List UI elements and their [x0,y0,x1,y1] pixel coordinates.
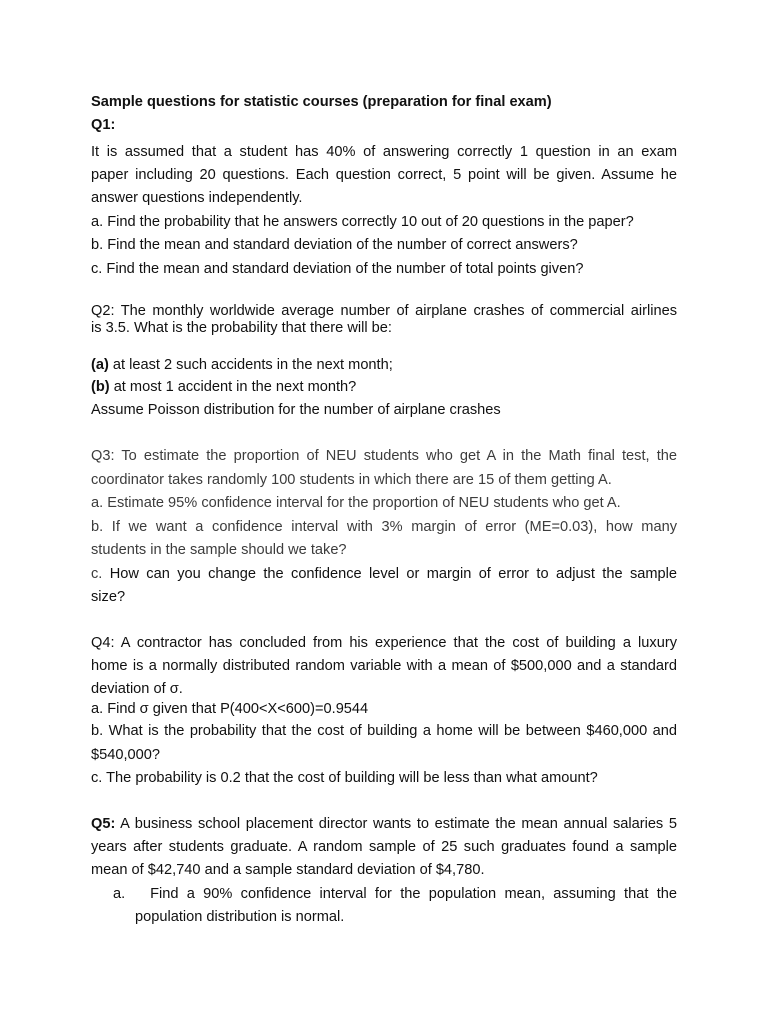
q4-intro-line: home is a normally distributed random variable with a mean of $500,000 and a standard [91,658,677,674]
q1-intro-line: answer questions independently. [91,190,303,206]
q2-item-a-text: at least 2 such accidents in the next month; [108,357,393,373]
q4-item-c: c. The probability is 0.2 that the cost of building will be less than what amount? [91,770,598,786]
q5-item-a-text: Find a 90% confidence interval for the population mean, assuming that the [150,886,677,902]
q5-intro-line: mean of $42,740 and a sample standard deviation of $4,780. [91,862,485,878]
q3-intro-line: Q3: To estimate the proportion of NEU students who get A in the Math final test, the [91,448,677,464]
q2-item-a-label: (a) [91,357,109,373]
q3-item-c [91,565,677,583]
q1-label: Q1: [91,117,116,133]
q3-item-b-cont: students in the sample should we take? [91,542,347,558]
q4-intro-line: deviation of σ. [91,681,183,697]
q3-item-a: a. Estimate 95% confidence interval for the proportion of NEU students who get A. [91,495,621,511]
q5-intro-first: A business school placement director wants to estimate the mean annual salaries 5 [115,816,677,832]
q3-item-c-text: How can you change the confidence level or margin of error to adjust the sample [109,566,677,582]
q2-intro-line: is 3.5. What is the probability that there will be: [91,320,392,336]
q4-item-b-cont: $540,000? [91,747,160,763]
q1-intro-line: paper including 20 questions. Each question correct, 5 point will be given. Assume he [91,167,677,183]
q1-item-b: b. Find the mean and standard deviation of the number of correct answers? [91,237,578,253]
q3-item-c-cont: size? [91,589,126,605]
q4-item-b: b. What is the probability that the cost of building a home will be between $460,000 and [91,723,677,739]
q1-intro-line: It is assumed that a student has 40% of answering correctly 1 question in an exam [91,144,677,160]
q3-item-b: b. If we want a confidence interval with 3% margin of error (ME=0.03), how many [91,519,677,535]
q3-intro-line: coordinator takes randomly 100 students in which there are 15 of them getting A. [91,472,612,488]
q2-item-b-text: at most 1 accident in the next month? [109,379,357,395]
q5-label: Q5: [91,816,116,832]
q5-item-a-label: a. [113,886,126,902]
q5-intro-line: years after students graduate. A random sample of 25 such graduates found a sample [91,839,677,855]
q2-note: Assume Poisson distribution for the number of airplane crashes [91,402,501,418]
q5-item-a-cont: population distribution is normal. [135,909,345,925]
q2-item-b-label: (b) [91,379,110,395]
q2-item-b [91,378,677,396]
q4-intro-line: Q4: A contractor has concluded from his experience that the cost of building a luxury [91,635,677,651]
q2-item-a [91,356,677,374]
q2-intro-line: Q2: The monthly worldwide average number of airplane crashes of commercial airlines [91,303,677,319]
q1-item-a: a. Find the probability that he answers correctly 10 out of 20 questions in the paper? [91,214,634,230]
q5-intro-line [91,815,677,833]
q5-item-a [113,885,677,903]
document-title: Sample questions for statistic courses (preparation for final exam) [91,94,552,110]
q4-item-a: a. Find σ given that P(400<X<600)=0.9544 [91,701,369,717]
q3-item-c-label: c. [91,566,103,582]
q1-item-c: c. Find the mean and standard deviation of the number of total points given? [91,261,584,277]
